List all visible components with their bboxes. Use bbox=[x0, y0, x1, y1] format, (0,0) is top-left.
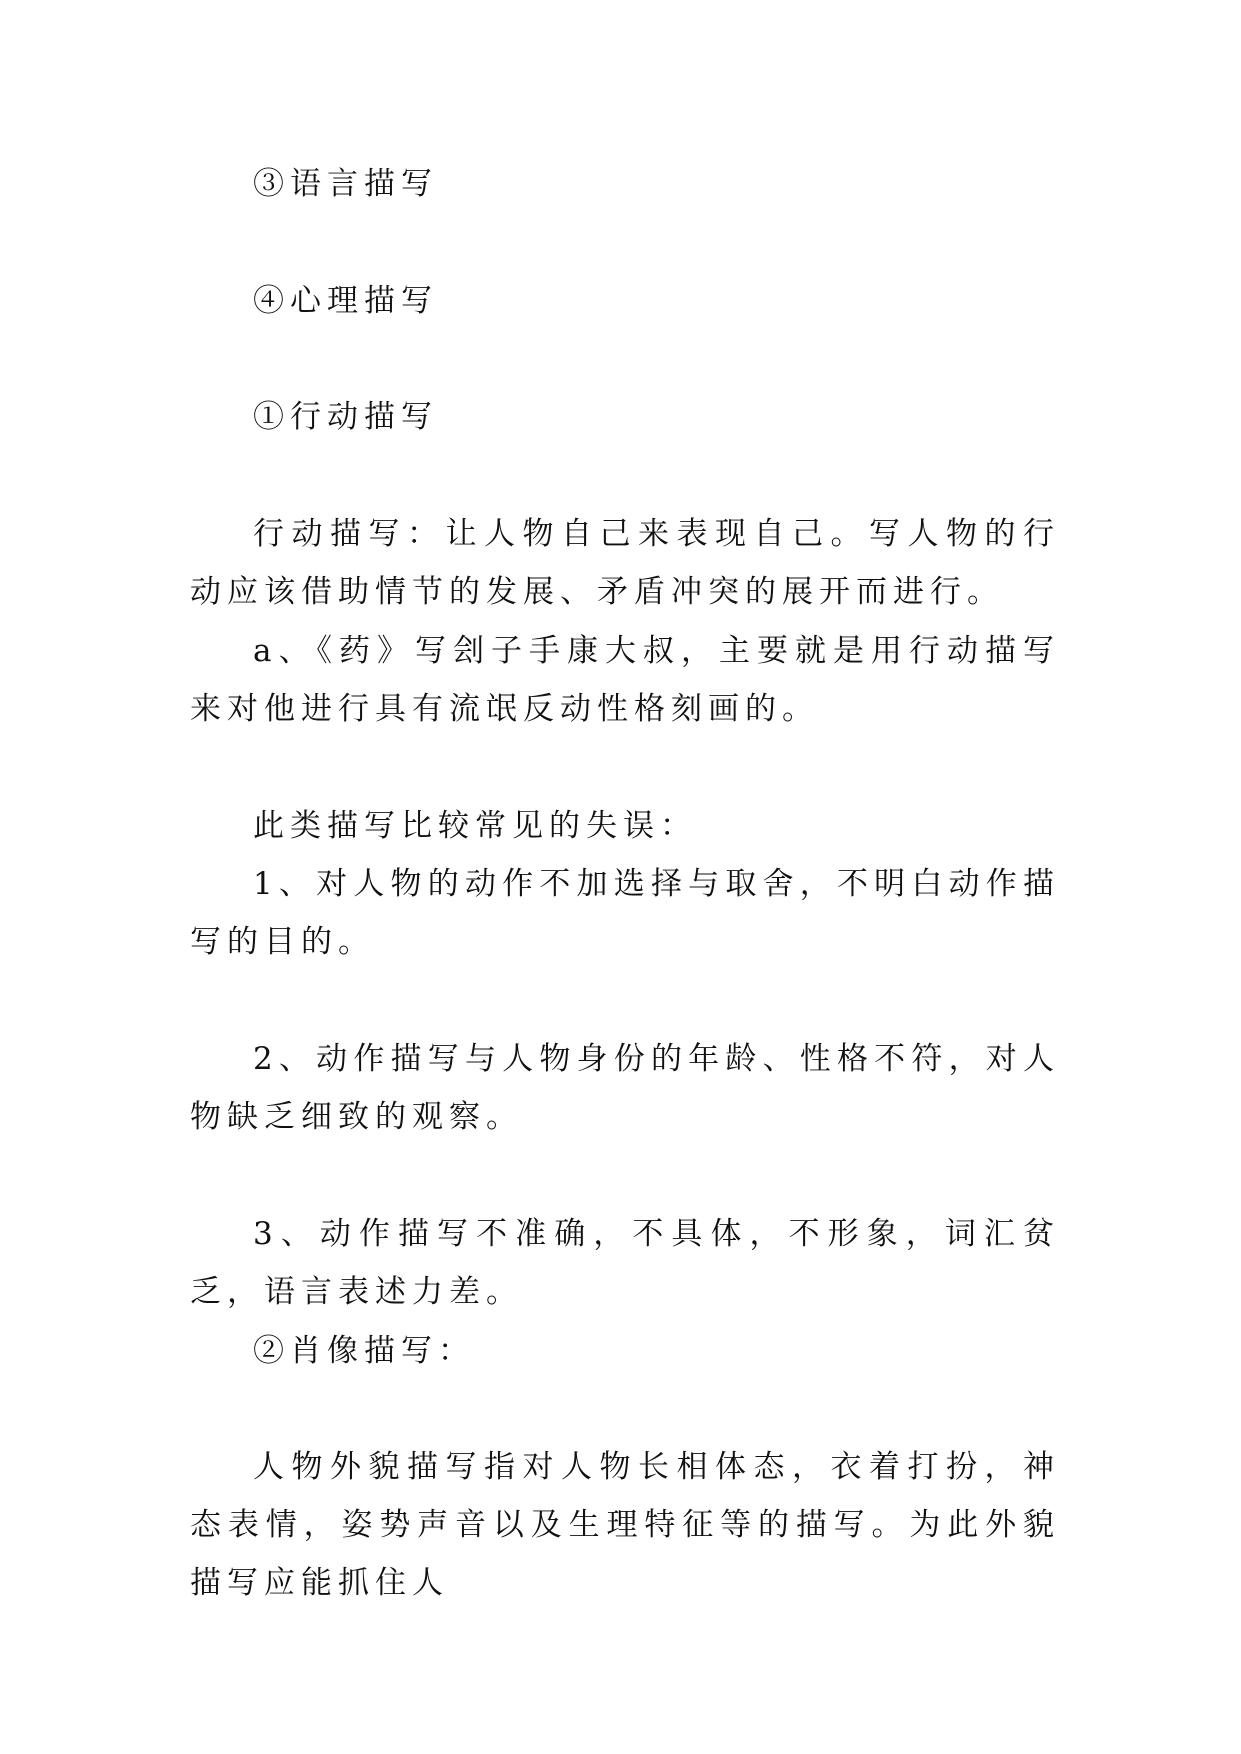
paragraph-mistake-1: 1、对人物的动作不加选择与取舍，不明白动作描写的目的。 bbox=[190, 866, 1060, 960]
paragraph-mistake-2: 2、动作描写与人物身份的年龄、性格不符，对人物缺乏细致的观察。 bbox=[190, 1041, 1060, 1135]
paragraph-portrait-description-heading: ②肖像描写： bbox=[253, 1333, 475, 1369]
paragraph-example-medicine: a、《药》写刽子手康大叔，主要就是用行动描写来对他进行具有流氓反动性格刻画的。 bbox=[190, 633, 1060, 727]
paragraph-action-description-definition: 行动描写：让人物自己来表现自己。写人物的行动应该借助情节的发展、矛盾冲突的展开而进行。 bbox=[190, 516, 1060, 610]
paragraph-mistake-3: 3、动作描写不准确，不具体，不形象，词汇贫乏，语言表述力差。 bbox=[190, 1216, 1060, 1310]
paragraph-action-description-heading: ①行动描写 bbox=[253, 399, 438, 435]
paragraph-psychology-description: ④心理描写 bbox=[253, 283, 438, 319]
paragraph-language-description: ③语言描写 bbox=[253, 166, 438, 202]
paragraph-common-mistakes-heading: 此类描写比较常见的失误： bbox=[253, 808, 697, 844]
paragraph-portrait-description-definition: 人物外貌描写指对人物长相体态，衣着打扮，神态表情，姿势声音以及生理特征等的描写。为此外貌描写应能抓住人 bbox=[190, 1449, 1060, 1601]
